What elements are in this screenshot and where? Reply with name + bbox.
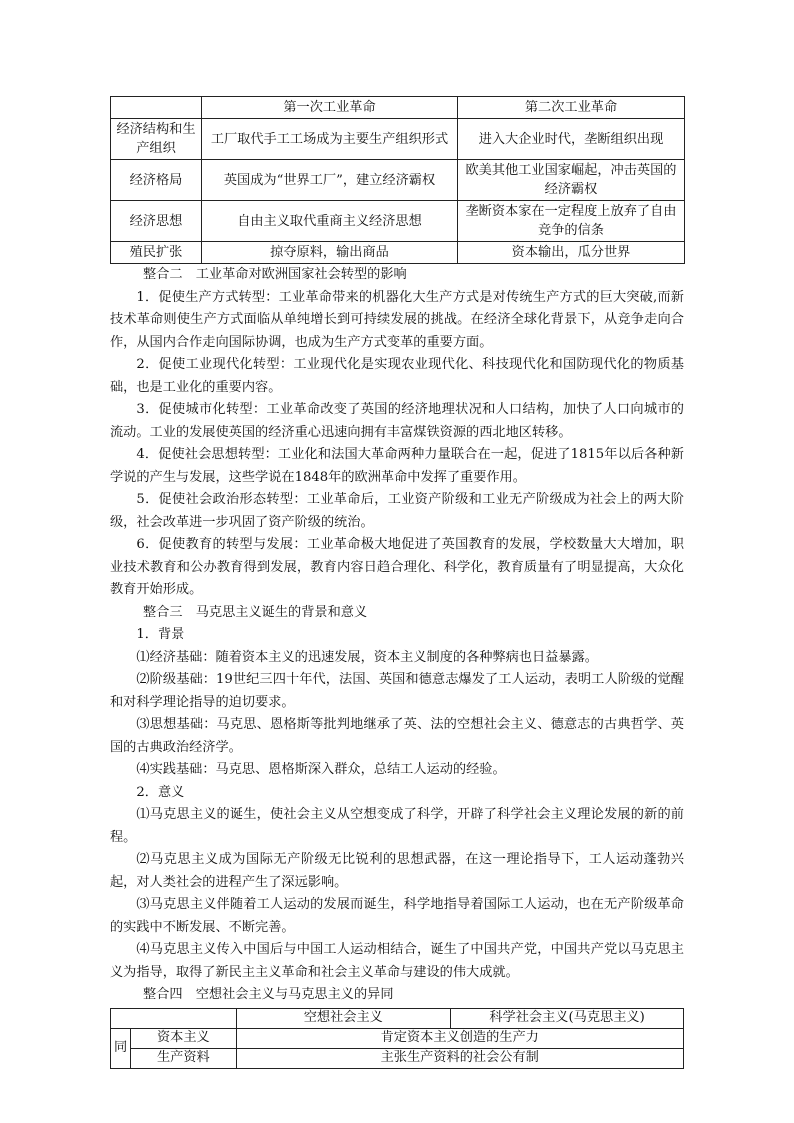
table-header-cell: [111, 1008, 237, 1028]
table-cell: 工厂取代手工工场成为主要生产组织形式: [202, 119, 458, 160]
table-row: [111, 242, 685, 264]
table-cell: 主张生产资料的社会公有制: [236, 1048, 683, 1068]
row-label: 殖民扩张: [111, 242, 202, 264]
row-label: 经济结构和生产组织: [111, 119, 202, 160]
table-cell: 自由主义取代重商主义经济思想: [202, 201, 458, 242]
socialism-comparison-table: [110, 1008, 684, 1069]
paragraph: ⑵马克思主义成为国际无产阶级无比锐利的思想武器，在这一理论指导下，工人运动蓬勃兴起，对人类社会的进程产生了深远影响。: [110, 852, 684, 890]
paragraph: ⑷实践基础：马克思、恩格斯深入群众，总结工人运动的经验。: [136, 762, 506, 777]
paragraph: 1．促使生产方式转型：工业革命带来的机器化大生产方式是对传统生产方式的巨大突破,而新技术革命则使生产方式面临从单纯增长到可持续发展的挑战。在经济全球化背景下，从竞争走向合作，从国内合作走向国际协调，也成为生产方式变革的重要方面。: [110, 289, 684, 350]
section-heading: 整合二 工业革命对欧洲国家社会转型的影响: [143, 267, 407, 282]
section-heading: 整合四 空想社会主义与马克思主义的异同: [143, 987, 394, 1002]
group-label: 同: [111, 1028, 131, 1068]
paragraph: 2．促使工业现代化转型：工业现代化是实现农业现代化、科技现代化和国防现代化的物质基础，也是工业化的重要内容。: [110, 357, 684, 395]
paragraph: ⑴经济基础：随着资本主义的迅速发展，资本主义制度的各种弊病也日益暴露。: [136, 649, 598, 665]
paragraph: ⑶马克思主义伴随着工人运动的发展而诞生，科学地指导着国际工人运动，也在无产阶级革命的实践中不断发展、不断完善。: [110, 897, 684, 935]
table-header-cell: 第一次工业革命: [202, 97, 458, 119]
paragraph: ⑷马克思主义传入中国后与中国工人运动相结合，诞生了中国共产党，中国共产党以马克思主义为指导，取得了新民主主义革命和社会主义革命与建设的伟大成就。: [110, 942, 684, 980]
table-row: [111, 160, 685, 201]
industrial-revolution-comparison-table: [110, 96, 685, 264]
row-label: 经济格局: [111, 160, 202, 201]
paragraph: ⑶思想基础：马克思、恩格斯等批判地继承了英、法的空想社会主义、德意志的古典哲学、英国的古典政治经济学。: [110, 717, 684, 755]
table-cell: 进入大企业时代，垄断组织出现: [458, 119, 685, 160]
table-cell: 欧美其他工业国家崛起，冲击英国的经济霸权: [458, 160, 685, 201]
paragraph: ⑵阶级基础：19世纪三四十年代，法国、英国和德意志爆发了工人运动，表明工人阶级的觉醒和对科学理论指导的迫切要求。: [110, 672, 684, 710]
table-header-cell: 科学社会主义(马克思主义): [451, 1008, 684, 1028]
document-page: [110, 96, 684, 1069]
table-cell: 英国成为“世界工厂”，建立经济霸权: [202, 160, 458, 201]
table-row: [111, 1028, 684, 1048]
table-row: [111, 1048, 684, 1068]
table-header-row: [111, 1008, 684, 1028]
table-cell: 肯定资本主义创造的生产力: [236, 1028, 683, 1048]
table-cell: 掠夺原料，输出商品: [202, 242, 458, 264]
row-label: 资本主义: [131, 1028, 236, 1048]
row-label: 生产资料: [131, 1048, 236, 1068]
table-header-cell: [111, 97, 202, 119]
table-cell: 垄断资本家在一定程度上放弃了自由竞争的信条: [458, 201, 685, 242]
paragraph: 4．促使社会思想转型：工业化和法国大革命两种力量联合在一起，促进了1815年以后各种新学说的产生与发展，这些学说在1848年的欧洲革命中发挥了重要作用。: [110, 447, 684, 485]
table-cell: 资本输出，瓜分世界: [458, 242, 685, 264]
subsection-title: 1．背景: [136, 627, 185, 642]
paragraph: 5．促使社会政治形态转型：工业革命后，工业资产阶级和工业无产阶级成为社会上的两大阶级，社会改革进一步巩固了资产阶级的统治。: [110, 492, 684, 530]
paragraph: 6．促使教育的转型与发展：工业革命极大地促进了英国教育的发展，学校数量大大增加，职业技术教育和公办教育得到发展，教育内容日趋合理化、科学化，教育质量有了明显提高，大众化教育开始形成。: [110, 537, 684, 597]
section-heading: 整合三 马克思主义诞生的背景和意义: [143, 604, 368, 620]
paragraph: 3．促使城市化转型：工业革命改变了英国的经济地理状况和人口结构，加快了人口向城市的流动。工业的发展使英国的经济重心迅速向拥有丰富煤铁资源的西北地区转移。: [110, 402, 684, 440]
table-row: [111, 119, 685, 160]
table-header-row: [111, 97, 685, 119]
subsection-title: 2．意义: [136, 784, 185, 800]
table-header-cell: 第二次工业革命: [458, 97, 685, 119]
paragraph: ⑴马克思主义的诞生，使社会主义从空想变成了科学，开辟了科学社会主义理论发展的新的前程。: [110, 807, 684, 845]
table-header-cell: 空想社会主义: [236, 1008, 451, 1028]
row-label: 经济思想: [111, 201, 202, 242]
table-row: [111, 201, 685, 242]
